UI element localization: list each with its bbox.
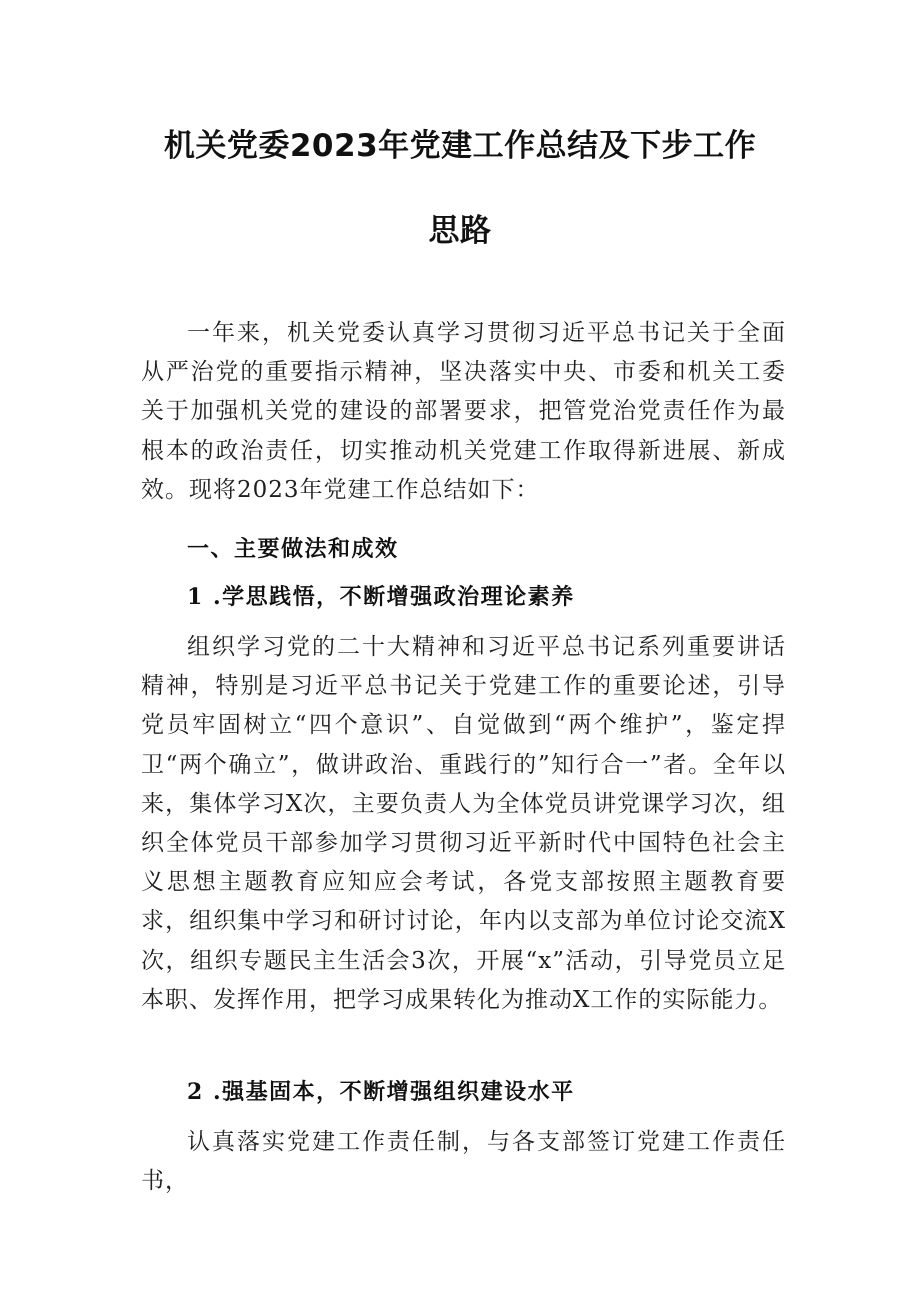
organization-paragraph: 认真落实党建工作责任制，与各支部签订党建工作责任书， [141,1129,786,1195]
subsection-heading-2: 2 .强基固本，不断增强组织建设水平 [187,1079,575,1105]
document-title-line-1: 机关党委2023年党建工作总结及下步工作 [163,128,757,164]
document-title-line-2: 思路 [428,213,492,249]
subsection-heading-1: 1 .学思践悟，不断增强政治理论素养 [187,584,575,610]
study-paragraph: 组织学习党的二十大精神和习近平总书记系列重要讲话精神，特别是习近平总书记关于党建工作的重要论述，引导党员牢固树立“四个意识”、自觉做到“两个维护”，鉴定捍卫“两个确立”，做讲政治、重践行的”知行合一”者。全年以来，集体学习X次，主要负责人为全体党员讲党课学习次，组织全体党员干部参加学习贯彻习近平新时代中国特色社会主义思想主题教育应知应会考试，各党支部按照主题教育要求，组织集中学习和研讨讨论，年内以支部为单位讨论交流X次，组织专题民主生活会3次，开展“x”活动，引导党员立足本职、发挥作用，把学习成果转化为推动X工作的实际能力。 [141,634,786,1013]
section-heading-main-practices: 一、主要做法和成效 [187,536,399,562]
intro-paragraph: 一年来，机关党委认真学习贯彻习近平总书记关于全面从严治党的重要指示精神，坚决落实中央、市委和机关工委关于加强机关党的建设的部署要求，把管党治党责任作为最根本的政治责任，切实推动机关党建工作取得新进展、新成效。现将2023年党建工作总结如下： [141,320,786,503]
